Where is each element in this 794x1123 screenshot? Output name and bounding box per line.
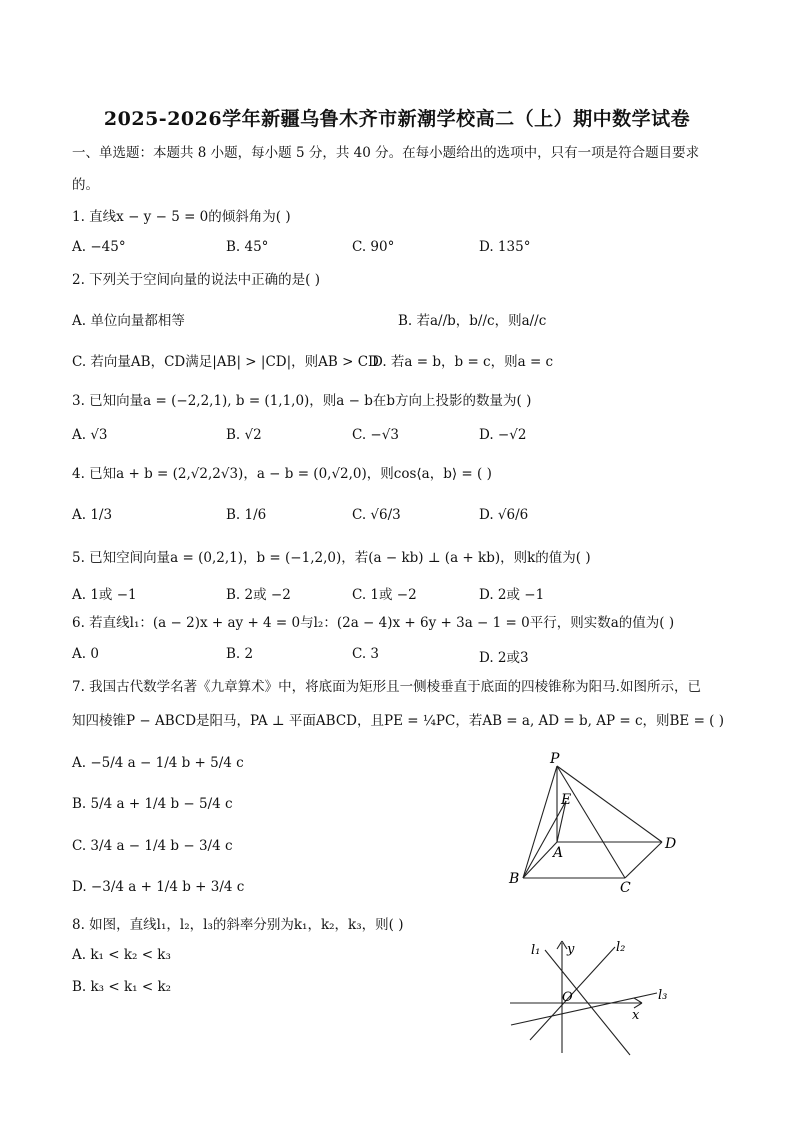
- edge-pc: [557, 766, 625, 878]
- section-heading-line2: 的。: [72, 177, 99, 193]
- q4-option-a: A. 1/3: [72, 507, 113, 523]
- q4-option-b: B. 1/6: [226, 507, 267, 523]
- lines-figure: [505, 935, 675, 1060]
- q1-option-d: D. 135°: [479, 239, 531, 255]
- pyramid-figure: [500, 748, 690, 898]
- q1-option-b: B. 45°: [226, 239, 269, 255]
- label-l2: l₂: [616, 940, 626, 955]
- q1-stem: 1. 直线x − y − 5 = 0的倾斜角为( ): [72, 209, 291, 225]
- q3-option-c: C. −√3: [352, 427, 399, 443]
- label-a: A: [553, 845, 564, 861]
- exam-title: 2025-2026学年新疆乌鲁木齐市新潮学校高二（上）期中数学试卷: [103, 108, 691, 130]
- label-d: D: [665, 836, 677, 852]
- label-b: B: [509, 871, 520, 887]
- q6-option-a: A. 0: [72, 646, 99, 662]
- q2-option-b: B. 若a//b，b//c，则a//c: [398, 313, 547, 329]
- q6-option-c: C. 3: [352, 646, 380, 662]
- label-l1: l₁: [531, 943, 541, 958]
- q1-option-c: C. 90°: [352, 239, 395, 255]
- x-axis-arrow-top: [634, 998, 642, 1003]
- q3-option-d: D. −√2: [479, 427, 527, 443]
- label-x: x: [632, 1008, 640, 1023]
- q3-option-b: B. √2: [226, 427, 262, 443]
- q6-option-d: D. 2或3: [479, 650, 529, 666]
- q3-option-a: A. √3: [72, 427, 108, 443]
- y-axis-arrow-left: [557, 941, 562, 949]
- q7-stem-line2: 知四棱锥P − ABCD是阳马，PA ⊥ 平面ABCD，且PE = ¼PC，若AB = a, AD = b, AP = c，则BE = ( ): [72, 713, 724, 729]
- q6-stem: 6. 若直线l₁：(a − 2)x + ay + 4 = 0与l₂：(2a − 4)x + 6y + 3a − 1 = 0平行，则实数a的值为( ): [72, 615, 675, 631]
- q2-option-d: D. 若a = b，b = c，则a = c: [372, 354, 554, 370]
- q2-option-a: A. 单位向量都相等: [72, 313, 185, 329]
- q8-stem: 8. 如图，直线l₁，l₂，l₃的斜率分别为k₁，k₂，k₃，则( ): [72, 917, 404, 933]
- q7-stem-line1: 7. 我国古代数学名著《九章算术》中，将底面为矩形且一侧棱垂直于底面的四棱锥称为阳马.如图所示，已: [72, 679, 701, 695]
- q4-stem: 4. 已知a + b = (2,√2,2√3)，a − b = (0,√2,0)，则cos⟨a，b⟩ = ( ): [72, 466, 492, 482]
- q8-option-b: B. k₃ < k₁ < k₂: [72, 979, 172, 995]
- label-e: E: [561, 792, 572, 808]
- q2-stem: 2. 下列关于空间向量的说法中正确的是( ): [72, 272, 320, 288]
- edge-cd: [625, 842, 662, 878]
- q7-option-a: A. −5/4 a − 1/4 b + 5/4 c: [72, 755, 244, 771]
- q2-option-c: C. 若向量AB，CD满足|AB| > |CD|，则AB > CD: [72, 354, 379, 370]
- q7-option-b: B. 5/4 a + 1/4 b − 5/4 c: [72, 796, 233, 812]
- q5-option-d: D. 2或 −1: [479, 587, 545, 603]
- q6-option-b: B. 2: [226, 646, 254, 662]
- q4-option-c: C. √6/3: [352, 507, 401, 523]
- q4-option-d: D. √6/6: [479, 507, 529, 523]
- q7-option-d: D. −3/4 a + 1/4 b + 3/4 c: [72, 879, 245, 895]
- q5-option-a: A. 1或 −1: [72, 587, 137, 603]
- label-origin: O: [562, 990, 573, 1005]
- label-l3: l₃: [658, 988, 668, 1003]
- q1-option-a: A. −45°: [72, 239, 126, 255]
- edge-pb: [523, 766, 557, 878]
- q5-option-b: B. 2或 −2: [226, 587, 291, 603]
- edge-pd: [557, 766, 662, 842]
- q8-option-a: A. k₁ < k₂ < k₃: [72, 947, 171, 963]
- label-y: y: [567, 942, 575, 957]
- segment-be: [523, 801, 566, 878]
- label-c: C: [620, 880, 631, 896]
- section-heading-line1: 一、单选题：本题共 8 小题，每小题 5 分，共 40 分。在每小题给出的选项中，只有一项是符合题目要求: [72, 145, 700, 161]
- q5-stem: 5. 已知空间向量a = (0,2,1)，b = (−1,2,0)，若(a − kb) ⊥ (a + kb)，则k的值为( ): [72, 550, 591, 566]
- label-p: P: [550, 751, 560, 767]
- q7-option-c: C. 3/4 a − 1/4 b − 3/4 c: [72, 838, 233, 854]
- q5-option-c: C. 1或 −2: [352, 587, 417, 603]
- q3-stem: 3. 已知向量a = (−2,2,1), b = (1,1,0)，则a − b在b方向上投影的数量为( ): [72, 393, 532, 409]
